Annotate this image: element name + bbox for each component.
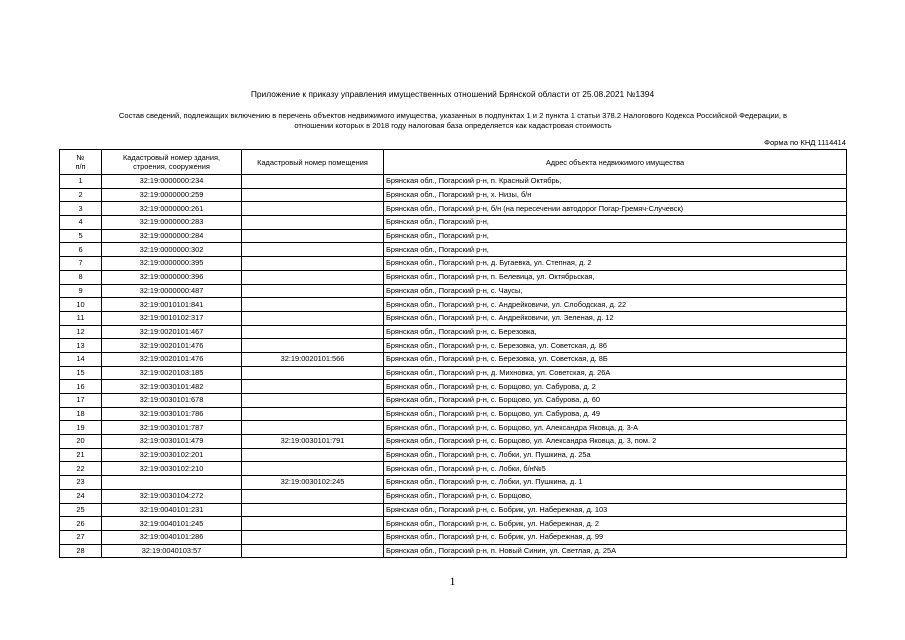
premises-cadastral-cell [242, 284, 384, 298]
table-row [60, 311, 847, 325]
building-cadastral-cell: 32:19:0030101:786 [102, 407, 242, 421]
address-cell: Брянская обл., Погарский р-н, б/н (на пересечении автодорог Погар-Гремяч-Случевск) [384, 202, 847, 216]
address-cell: Брянская обл., Погарский р-н, с. Лобки, б/н№5 [384, 462, 847, 476]
address-cell: Брянская обл., Погарский р-н, с. Березовка, ул. Советская, д. 8Б [384, 352, 847, 366]
table-row [60, 366, 847, 380]
building-cadastral-cell: 32:19:0030104:272 [102, 489, 242, 503]
building-cadastral-cell: 32:19:0000000:396 [102, 270, 242, 284]
header-num-line-2: п/п [75, 162, 86, 171]
premises-cadastral-cell [242, 407, 384, 421]
table-row [60, 421, 847, 435]
table-row [60, 544, 847, 558]
address-cell: Брянская обл., Погарский р-н, с. Андрейковичи, ул. Зеленая, д. 12 [384, 311, 847, 325]
building-cadastral-cell [102, 476, 242, 490]
row-number-cell: 21 [60, 448, 102, 462]
address-cell: Брянская обл., Погарский р-н, с. Борщово, ул. Сабурова, д. 2 [384, 380, 847, 394]
row-number-cell: 11 [60, 311, 102, 325]
address-cell: Брянская обл., Погарский р-н, п. Красный Октябрь, [384, 175, 847, 189]
row-number-cell: 6 [60, 243, 102, 257]
building-cadastral-cell: 32:19:0000000:487 [102, 284, 242, 298]
table-row [60, 380, 847, 394]
address-cell: Брянская обл., Погарский р-н, с. Лобки, ул. Пушкина, д. 1 [384, 476, 847, 490]
row-number-cell: 15 [60, 366, 102, 380]
premises-cadastral-cell [242, 544, 384, 558]
header-premises-cadastral: Кадастровый номер помещения [242, 150, 384, 175]
table-row [60, 243, 847, 257]
row-number-cell: 16 [60, 380, 102, 394]
building-cadastral-cell: 32:19:0000000:259 [102, 188, 242, 202]
row-number-cell: 26 [60, 517, 102, 531]
table-row [60, 339, 847, 353]
row-number-cell: 7 [60, 257, 102, 271]
table-row [60, 530, 847, 544]
row-number-cell: 1 [60, 175, 102, 189]
premises-cadastral-cell [242, 325, 384, 339]
address-cell: Брянская обл., Погарский р-н, с. Борщово, [384, 489, 847, 503]
header-building-line-2: строения, сооружения [133, 162, 210, 171]
building-cadastral-cell: 32:19:0000000:283 [102, 216, 242, 230]
premises-cadastral-cell [242, 202, 384, 216]
premises-cadastral-cell: 32:19:0020101:566 [242, 352, 384, 366]
address-cell: Брянская обл., Погарский р-н, [384, 229, 847, 243]
heading-line-2: отношении которых в 2018 году налоговая база определяется как кадастровая стоимость [294, 121, 612, 130]
table-row [60, 476, 847, 490]
address-cell: Брянская обл., Погарский р-н, с. Бобрик, ул. Набережная, д. 99 [384, 530, 847, 544]
building-cadastral-cell: 32:19:0030102:201 [102, 448, 242, 462]
row-number-cell: 19 [60, 421, 102, 435]
building-cadastral-cell: 32:19:0030101:479 [102, 435, 242, 449]
address-cell: Брянская обл., Погарский р-н, п. Новый Синин, ул. Светлая, д. 25А [384, 544, 847, 558]
row-number-cell: 10 [60, 298, 102, 312]
premises-cadastral-cell [242, 448, 384, 462]
premises-cadastral-cell [242, 339, 384, 353]
row-number-cell: 23 [60, 476, 102, 490]
table-row [60, 284, 847, 298]
property-registry-table [59, 149, 847, 558]
table-row [60, 298, 847, 312]
address-cell: Брянская обл., Погарский р-н, [384, 243, 847, 257]
building-cadastral-cell: 32:19:0000000:395 [102, 257, 242, 271]
table-header-row [60, 150, 847, 175]
header-building-line-1: Кадастровый номер здания, [122, 153, 221, 162]
premises-cadastral-cell [242, 243, 384, 257]
row-number-cell: 3 [60, 202, 102, 216]
row-number-cell: 22 [60, 462, 102, 476]
table-row [60, 202, 847, 216]
address-cell: Брянская обл., Погарский р-н, п. Белевица, ул. Октябрьская, [384, 270, 847, 284]
table-row [60, 188, 847, 202]
row-number-cell: 17 [60, 394, 102, 408]
header-address: Адрес объекта недвижимого имущества [384, 150, 847, 175]
row-number-cell: 18 [60, 407, 102, 421]
row-number-cell: 9 [60, 284, 102, 298]
form-code: Форма по КНД 1114414 [764, 138, 846, 147]
table-row [60, 352, 847, 366]
address-cell: Брянская обл., Погарский р-н, [384, 216, 847, 230]
building-cadastral-cell: 32:19:0020101:476 [102, 339, 242, 353]
premises-cadastral-cell [242, 188, 384, 202]
premises-cadastral-cell [242, 298, 384, 312]
header-building-cadastral [102, 150, 242, 175]
row-number-cell: 25 [60, 503, 102, 517]
row-number-cell: 28 [60, 544, 102, 558]
premises-cadastral-cell [242, 421, 384, 435]
table-row [60, 257, 847, 271]
address-cell: Брянская обл., Погарский р-н, с. Андрейковичи, ул. Слободская, д. 22 [384, 298, 847, 312]
address-cell: Брянская обл., Погарский р-н, с. Березовка, ул. Советская, д. 86 [384, 339, 847, 353]
premises-cadastral-cell: 32:19:0030101:791 [242, 435, 384, 449]
table-row [60, 270, 847, 284]
premises-cadastral-cell [242, 229, 384, 243]
building-cadastral-cell: 32:19:0030101:787 [102, 421, 242, 435]
address-cell: Брянская обл., Погарский р-н, с. Чаусы, [384, 284, 847, 298]
row-number-cell: 12 [60, 325, 102, 339]
premises-cadastral-cell [242, 175, 384, 189]
table-row [60, 517, 847, 531]
address-cell: Брянская обл., Погарский р-н, д. Бугаевка, ул. Степная, д. 2 [384, 257, 847, 271]
row-number-cell: 24 [60, 489, 102, 503]
document-heading [60, 111, 846, 131]
table-row [60, 407, 847, 421]
premises-cadastral-cell [242, 530, 384, 544]
table-row [60, 448, 847, 462]
building-cadastral-cell: 32:19:0040103:57 [102, 544, 242, 558]
premises-cadastral-cell [242, 489, 384, 503]
table-row [60, 489, 847, 503]
premises-cadastral-cell [242, 311, 384, 325]
row-number-cell: 5 [60, 229, 102, 243]
building-cadastral-cell: 32:19:0030101:482 [102, 380, 242, 394]
address-cell: Брянская обл., Погарский р-н, с. Борщово, ул. Сабурова, д. 49 [384, 407, 847, 421]
building-cadastral-cell: 32:19:0040101:286 [102, 530, 242, 544]
premises-cadastral-cell [242, 462, 384, 476]
table-row [60, 229, 847, 243]
row-number-cell: 20 [60, 435, 102, 449]
row-number-cell: 14 [60, 352, 102, 366]
address-cell: Брянская обл., Погарский р-н, с. Лобки, ул. Пушкина, д. 25а [384, 448, 847, 462]
table-row [60, 435, 847, 449]
building-cadastral-cell: 32:19:0010102:317 [102, 311, 242, 325]
row-number-cell: 4 [60, 216, 102, 230]
premises-cadastral-cell [242, 503, 384, 517]
premises-cadastral-cell [242, 394, 384, 408]
address-cell: Брянская обл., Погарский р-н, с. Березовка, [384, 325, 847, 339]
premises-cadastral-cell [242, 270, 384, 284]
annex-title: Приложение к приказу управления имущественных отношений Брянской области от 25.08.2021 №1394 [250, 89, 655, 99]
header-num [60, 150, 102, 175]
building-cadastral-cell: 32:19:0040101:231 [102, 503, 242, 517]
address-cell: Брянская обл., Погарский р-н, с. Бобрик, ул. Набережная, д. 103 [384, 503, 847, 517]
address-cell: Брянская обл., Погарский р-н, с. Борщово, ул. Сабурова, д. 60 [384, 394, 847, 408]
premises-cadastral-cell: 32:19:0030102:245 [242, 476, 384, 490]
building-cadastral-cell: 32:19:0040101:245 [102, 517, 242, 531]
premises-cadastral-cell [242, 380, 384, 394]
address-cell: Брянская обл., Погарский р-н, с. Борщово, ул. Александра Яковца, д. 3-А [384, 421, 847, 435]
table-row [60, 175, 847, 189]
building-cadastral-cell: 32:19:0020101:476 [102, 352, 242, 366]
table-body [60, 175, 847, 558]
building-cadastral-cell: 32:19:0030101:678 [102, 394, 242, 408]
building-cadastral-cell: 32:19:0000000:234 [102, 175, 242, 189]
building-cadastral-cell: 32:19:0020101:467 [102, 325, 242, 339]
building-cadastral-cell: 32:19:0020103:185 [102, 366, 242, 380]
building-cadastral-cell: 32:19:0030102:210 [102, 462, 242, 476]
address-cell: Брянская обл., Погарский р-н, х. Низы, б/н [384, 188, 847, 202]
table-row [60, 503, 847, 517]
row-number-cell: 2 [60, 188, 102, 202]
premises-cadastral-cell [242, 257, 384, 271]
building-cadastral-cell: 32:19:0000000:302 [102, 243, 242, 257]
row-number-cell: 27 [60, 530, 102, 544]
heading-line-1: Состав сведений, подлежащих включению в перечень объектов недвижимого имущества, указанных в подпунктах 1 и 2 пункта 1 статьи 378.2 Налогового Кодекса Российской Федерации, в [118, 111, 788, 120]
address-cell: Брянская обл., Погарский р-н, с. Борщово, ул. Александра Яковца, д. 3, пом. 2 [384, 435, 847, 449]
address-cell: Брянская обл., Погарский р-н, д. Михновка, ул. Советская, д. 26А [384, 366, 847, 380]
page-number: 1 [449, 574, 456, 588]
building-cadastral-cell: 32:19:0000000:284 [102, 229, 242, 243]
premises-cadastral-cell [242, 216, 384, 230]
building-cadastral-cell: 32:19:0000000:261 [102, 202, 242, 216]
table-row [60, 216, 847, 230]
premises-cadastral-cell [242, 517, 384, 531]
building-cadastral-cell: 32:19:0010101:841 [102, 298, 242, 312]
table-row [60, 394, 847, 408]
table-row [60, 462, 847, 476]
row-number-cell: 8 [60, 270, 102, 284]
row-number-cell: 13 [60, 339, 102, 353]
table-row [60, 325, 847, 339]
header-num-line-1: № [76, 153, 85, 162]
premises-cadastral-cell [242, 366, 384, 380]
address-cell: Брянская обл., Погарский р-н, с. Бобрик, ул. Набережная, д. 2 [384, 517, 847, 531]
